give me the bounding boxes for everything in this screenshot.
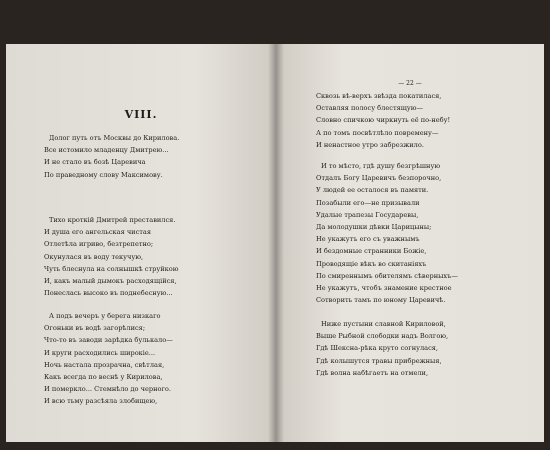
verse-line: Долог путь отъ Москвы до Кирилова. — [49, 134, 180, 142]
verse-line: По смиреннымъ обителямъ сѣверныхъ— — [316, 271, 458, 280]
verse-line: Тихо кроткій Дмитрей преставился. — [49, 216, 176, 224]
left-page — [6, 44, 276, 442]
verse-line: Словно спичкою чиркнуть её по-небу! — [316, 116, 451, 125]
verse-line: Сотворить тамъ по юному Царевичѣ. — [316, 296, 446, 305]
stanza — [44, 214, 178, 299]
verse-line: Какъ всегда по веснѣ у Кирилова, — [44, 372, 163, 381]
verse-line: Проводящіе вѣкъ во скитаніяхъ — [316, 259, 427, 268]
book-gutter — [268, 44, 284, 442]
verse-line: Да молодушки дѣвки Царицыны; — [316, 222, 432, 231]
verse-line: А по томъ посвѣтлѣло повремену— — [316, 128, 439, 137]
stanza — [316, 90, 450, 151]
verse-line: И круги расходились широкіе... — [44, 348, 156, 357]
verse-line: Отлетѣла игриво, безтрепетно; — [44, 240, 154, 249]
verse-line: И бездомные странники Божіе, — [316, 247, 427, 256]
verse-line: Не укажутъ его съ уважнымъ — [316, 235, 420, 244]
verse-line: И померкло... Стемнѣло до черного. — [44, 385, 171, 394]
verse-line: Что-то въ заводи зарѣдка булькало— — [44, 336, 173, 345]
verse-line: У людей ее осталося въ памяти. — [316, 186, 429, 195]
verse-line: Окунулася въ воду текучую, — [44, 252, 144, 261]
verse-line: Все истомило младенцу Дмитрею... — [44, 146, 169, 155]
stanza — [316, 160, 458, 306]
verse-line: И ненастное утро забрезжило. — [316, 140, 424, 149]
verse-line: Гдѣ волна набѣгаетъ на отмели, — [316, 368, 429, 377]
verse-line: Сквозь вѣ-верхъ звѣзда покатилася, — [316, 92, 442, 100]
verse-line: И, какъ малый дымокъ расходящійся, — [44, 276, 177, 285]
verse-line: А подъ вечеръ у берега низкаго — [49, 312, 161, 320]
verse-line: Отдалъ Богу Царевичъ безпорочно, — [316, 174, 442, 183]
verse-line: Понеслась высоко въ поднебесную... — [44, 289, 173, 298]
verse-line: Выше Рыбной слободки надъ Волгою, — [316, 332, 449, 341]
verse-line: Не укажутъ, чтобъ знамение крестное — [316, 283, 452, 292]
verse-line: Ниже пустыни славной Кириловой, — [321, 320, 446, 328]
page-number: — 22 — — [398, 80, 422, 87]
verse-line: Удалые трапезы Государевы, — [316, 210, 419, 219]
stanza — [44, 310, 173, 408]
right-page — [276, 44, 544, 442]
stanza — [44, 132, 179, 181]
stanza — [316, 318, 448, 379]
verse-line: Позабыли его—не призывали — [316, 198, 420, 207]
verse-line: И то мѣсто, гдѣ душу безгрѣшную — [321, 162, 441, 170]
verse-line: Ночь настала прозрачна, свѣтлая, — [44, 360, 165, 369]
verse-line: И всю тьму разсѣяла злобищею, — [44, 397, 158, 406]
verse-line: И душа его ангельская чистая — [44, 228, 152, 237]
verse-line: Чуть блеснула на солнышкѣ струйкою — [44, 264, 179, 273]
verse-line: По праведному слову Максимову. — [44, 170, 163, 179]
verse-line: Гдѣ колышутся травы прибрежныя, — [316, 356, 442, 365]
chapter-heading: VIII. — [124, 108, 158, 121]
open-book — [6, 44, 544, 442]
verse-line: И не стало въ бозѣ Царевича — [44, 158, 146, 167]
verse-line: Оставляя полосу блестящую— — [316, 104, 424, 113]
verse-line: Огоньки въ водѣ загорѣлися; — [44, 324, 146, 333]
verse-line: Гдѣ Шексна-рѣка круто согнулася, — [316, 344, 439, 353]
